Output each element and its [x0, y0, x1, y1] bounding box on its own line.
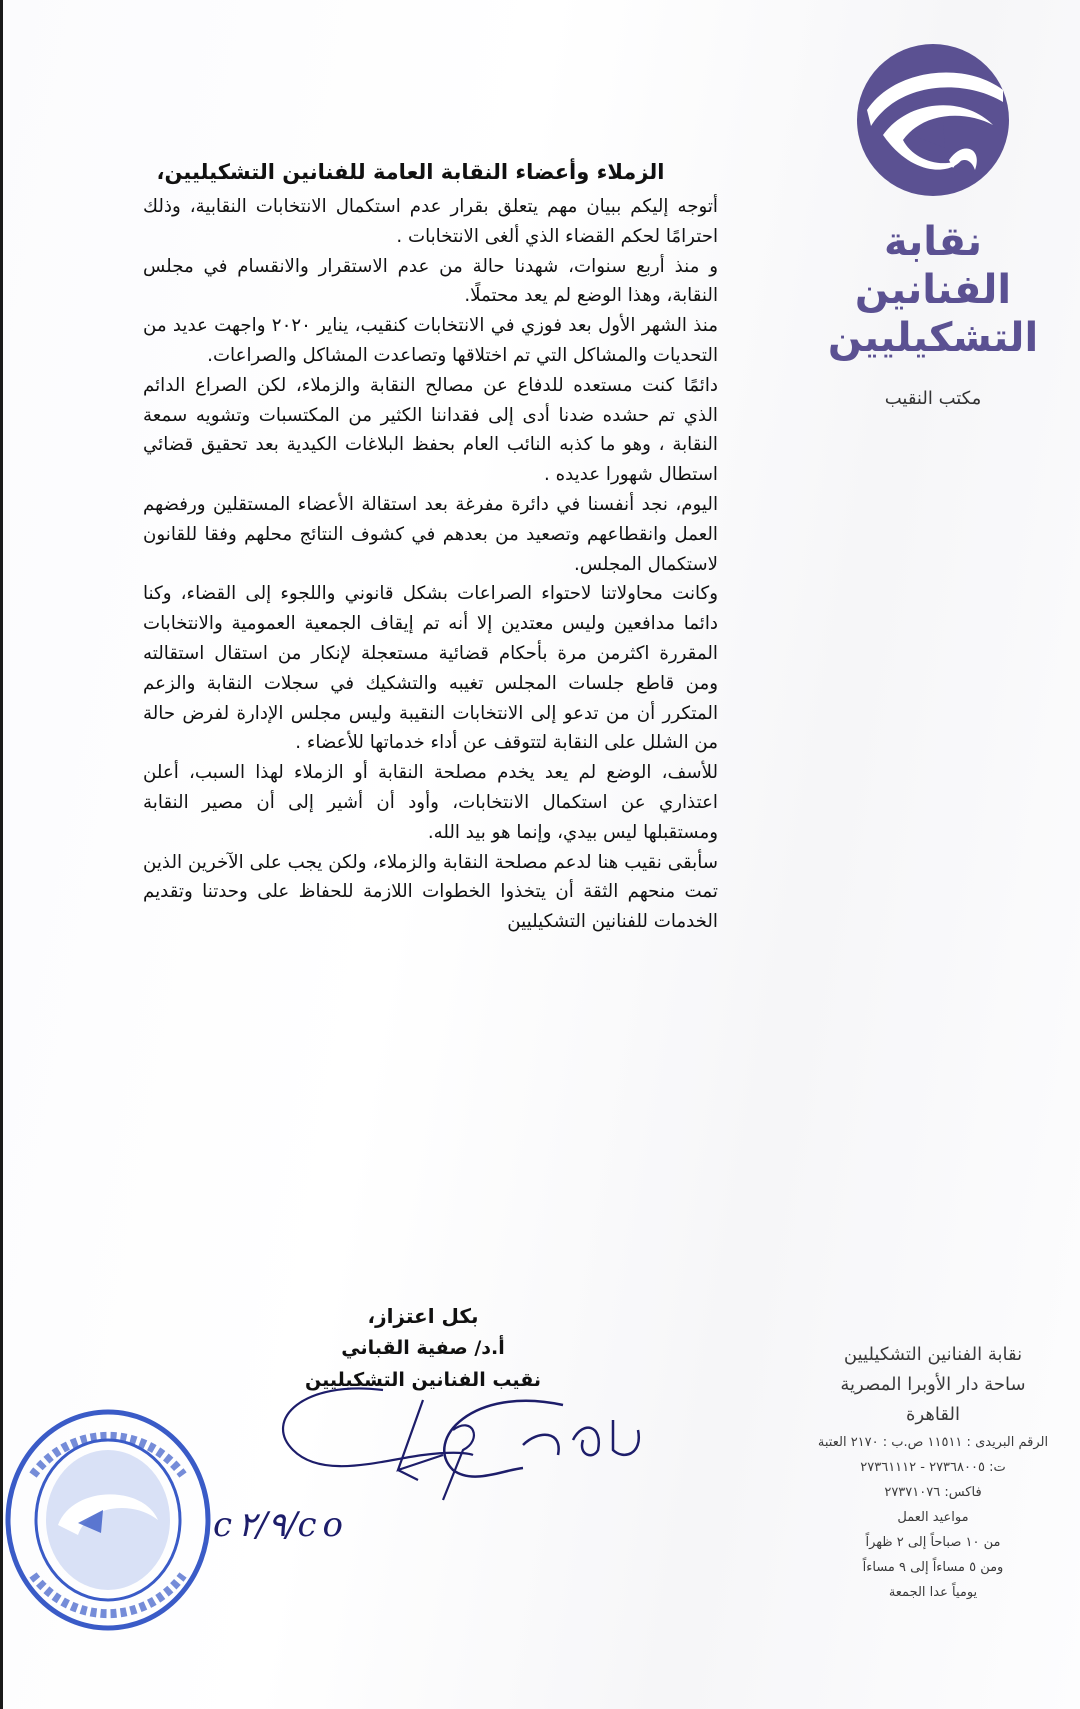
paragraph: و منذ أربع سنوات، شهدنا حالة من عدم الاستقرار والانقسام في مجلس النقابة، وهذا الوضع لم يعد محتملًا.	[143, 255, 718, 307]
address-line: ساحة دار الأوبرا المصرية	[840, 1374, 1026, 1395]
paragraph: دائمًا كنت مستعده للدفاع عن مصالح النقابة والزملاء، لكن الصراع الدائم الذي تم حشده ضدنا أدى إلى فقداننا الكثير من المكتسبات وتشويه سمعة النقابة ، وهو ما كذبه النائب العام بحفظ البلاغات الكيدية بعد تحقيق قضائي استطال شهورا عديده .	[143, 374, 718, 486]
working-hours: من ١٠ صباحاً إلى ٢ ظهراً	[865, 1535, 1001, 1550]
working-hours: يومياً عدا الجمعة	[888, 1585, 978, 1600]
paragraph: منذ الشهر الأول بعد فوزي في الانتخابات كنقيب، يناير ٢٠٢٠ واجهت عديد من التحديات والمشاكل التي تم اختلاقها وتصاعدت المشاكل والصراعات.	[143, 315, 718, 366]
official-stamp-icon	[3, 1405, 223, 1635]
paragraph: أتوجه إليكم ببيان مهم يتعلق بقرار عدم استكمال الانتخابات النقابية، وذلك احترامًا لحكم القضاء الذي ألغى الانتخابات .	[143, 196, 718, 247]
signatory-title: نقيب الفنانين التشكيليين	[304, 1369, 541, 1391]
paragraph: اليوم، نجد أنفسنا في دائرة مفرغة بعد استقالة الأعضاء المستقلين ورفضهم العمل وانقطاعهم وتصعيد من بعدهم في كشوف النتائج محلهم وفقا للقانون لاستكمال المجلس.	[143, 493, 718, 575]
letter-body	[143, 160, 718, 937]
address-line: القاهرة	[906, 1404, 960, 1425]
working-hours-title: مواعيد العمل	[897, 1510, 969, 1525]
org-name-line-1: نقابة	[883, 219, 983, 265]
address-block	[793, 1340, 1073, 1605]
salutation: الزملاء وأعضاء النقابة العامة للفنانين التشكيليين،	[156, 160, 665, 184]
postal-code: الرقم البريدى : ١١٥١١ ص.ب : ٢١٧٠ العتبة	[817, 1435, 1049, 1450]
closing-regards: بكل اعتزاز،	[367, 1304, 479, 1328]
signatory-name: أ.د/ صفية القباني	[341, 1337, 505, 1359]
paragraph: سأبقى نقيب هنا لدعم مصلحة النقابة والزملاء، ولكن يجب على الآخرين الذين تمت منحهم الثقة أن يتخذوا الخطوات اللازمة للحفاظ على وحدتنا وتقديم الخدمات للفنانين التشكيليين	[143, 851, 718, 933]
fax-number: فاكس: ٢٧٣٧١٠٧٦	[884, 1485, 982, 1500]
phone-numbers: ت: ٢٧٣٦٨٠٠٥ - ٢٧٣٦١١١٢	[860, 1460, 1006, 1475]
letterhead-sidebar	[803, 40, 1063, 409]
paragraph: للأسف، الوضع لم يعد يخدم مصلحة النقابة أو الزملاء لهذا السبب، أعلن اعتذاري عن استكمال الانتخابات، وأود أن أشير إلى أن مصير النقابة ومستقبلها ليس بيدي، وإنما هو بيد الله.	[143, 762, 718, 843]
org-name-line-2: الفنانين	[854, 267, 1012, 313]
working-hours: ومن ٥ مساءاً إلى ٩ مساءاً	[862, 1560, 1004, 1575]
org-name-line-3: التشكيليين	[827, 315, 1039, 361]
closing-block	[273, 1300, 573, 1396]
handwritten-date: c٢/٩/co	[213, 1505, 349, 1545]
paragraph: وكانت محاولاتنا لاحتواء الصراعات بشكل قانوني واللجوء إلى القضاء، وكنا دائما مدافعين وليس معتدين إلا أنه تم إيقاف الجمعية العمومية والانتخابات المقررة اكثرمن مرة بأحكام قضائية مستعجلة لإنكار من استقال استقالته ومن قاطع جلسات المجلس تغيبه والتشكيك في سجلات النقابة والزعم المتكرر أن من تدعو إلى الانتخابات النقيبة وليس مجلس الإدارة لفرض حالة من الشلل على النقابة لتتوقف عن أداء خدماتها للأعضاء .	[143, 583, 718, 754]
office-label: مكتب النقيب	[884, 388, 982, 409]
organization-name	[803, 218, 1063, 362]
eye-of-horus-logo-icon	[853, 40, 1013, 200]
address-line: نقابة الفنانين التشكيليين	[843, 1344, 1023, 1365]
